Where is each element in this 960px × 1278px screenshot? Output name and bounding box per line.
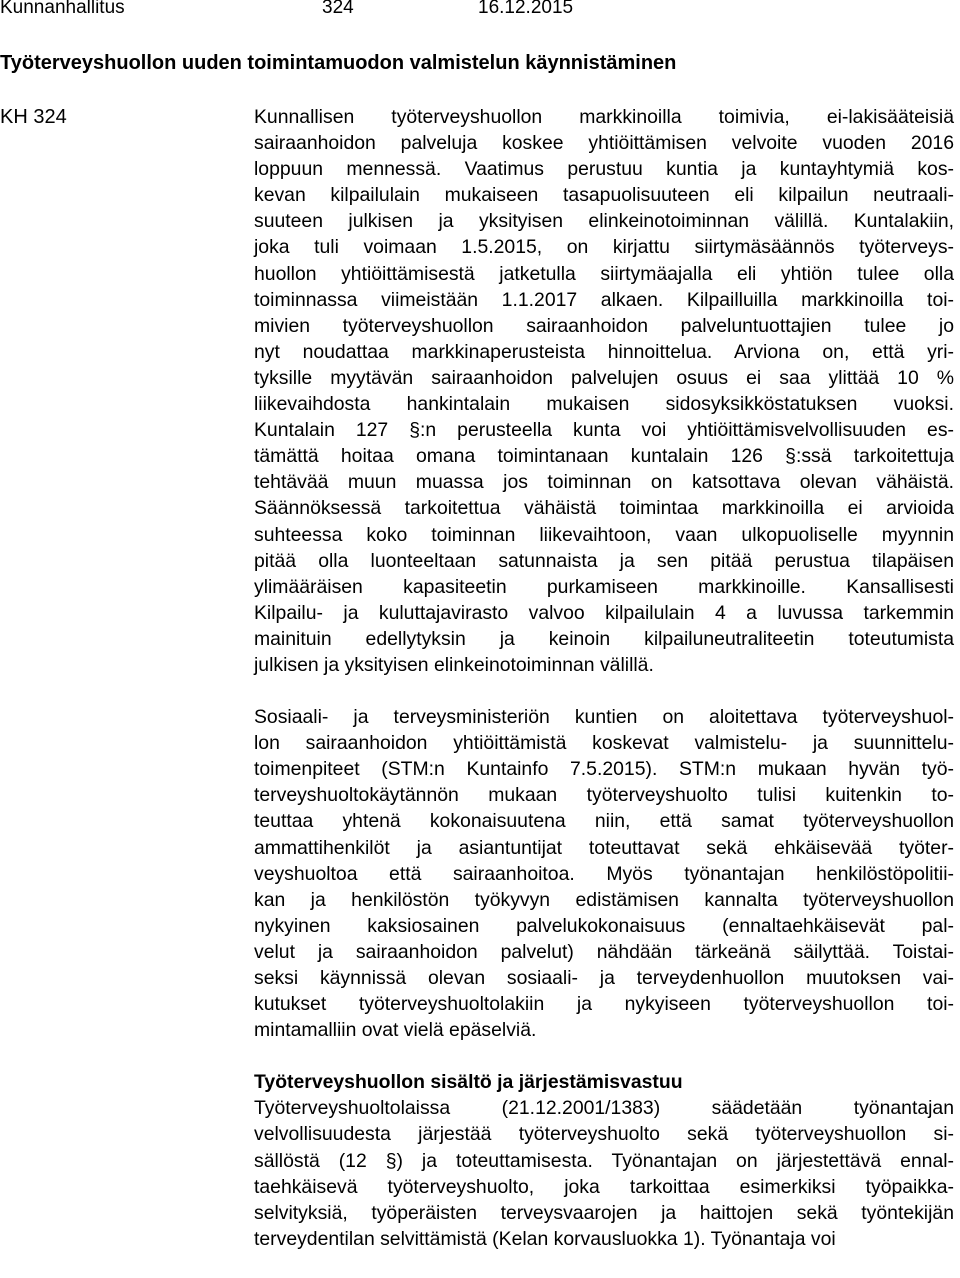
text-line: tehtävää muun muassa jos toiminnan on katsottava olevan vähäistä.: [254, 471, 954, 494]
text-line: Työterveyshuoltolaissa (21.12.2001/1383) säädetään työnantajan: [254, 1097, 954, 1120]
text-line: mainituin edellytyksin ja keinoin kilpailuneutraliteetin toteutumista: [254, 627, 954, 650]
text-line: julkisen ja yksityisen elinkeinotoiminnan välillä.: [254, 653, 654, 676]
text-line: kutukset työterveyshuoltolakiin ja nykyiseen työterveyshuollon toi-: [254, 993, 954, 1016]
text-line: taehkäisevä työterveyshuolto, joka tarkoittaa esimerkiksi työpaikka-: [254, 1175, 954, 1198]
text-line: teuttaa yhtenä kokonaisuutena niin, että samat työterveyshuollon: [254, 810, 954, 833]
document-content: [254, 104, 954, 1252]
text-line: huollon yhtiöittämisestä jatketulla siirtymäajalla eli yhtiön tulee olla: [254, 262, 954, 285]
text-line: terveydentilan selvittämistä (Kelan korvausluokka 1). Työnantaja voi: [254, 1227, 836, 1250]
paragraph: [254, 704, 954, 1043]
text-line: pitää olla luonteeltaan satunnaista ja sen pitää perustua tilapäisen: [254, 549, 954, 572]
text-line: lon sairaanhoidon yhtiöittämistä koskevat valmistelu- ja suunnittelu-: [254, 732, 954, 755]
header-section-number: 324: [322, 0, 354, 18]
text-line: sällöstä (12 §) ja toteuttamisesta. Työnantajan on järjestettävä ennal-: [254, 1149, 954, 1172]
header-body-name: Kunnanhallitus: [0, 0, 125, 18]
paragraph: [254, 1095, 954, 1252]
text-line: tyksille myytävän sairaanhoidon palvelujen osuus ei saa ylittää 10 %: [254, 366, 954, 389]
text-line: sairaanhoidon palveluja koskee yhtiöittämisen velvoite vuoden 2016: [254, 132, 954, 155]
text-line: seksi käynnissä olevan sosiaali- ja terveydenhuollon muutoksen vai-: [254, 967, 954, 989]
text-line: velvollisuudesta järjestää työterveyshuolto sekä työterveyshuollon si-: [254, 1123, 954, 1146]
text-line: suhteessa koko toiminnan liikevaihtoon, vaan ulkopuoliselle myynnin: [254, 523, 954, 546]
document-header: [0, 0, 960, 22]
text-line: kevan kilpailulain mukaiseen tasapuolisuuteen eli kilpailun neutraali-: [254, 184, 954, 207]
text-line: veyshuoltoa että sairaanhoitoa. Myös työnantajan henkilöstöpolitii-: [254, 862, 954, 885]
text-line: Kuntalain 127 §:n perusteella kunta voi yhtiöittämisvelvollisuuden es-: [254, 419, 954, 442]
text-line: toimenpiteet (STM:n Kuntainfo 7.5.2015). STM:n mukaan hyvän työ-: [254, 758, 954, 781]
text-line: ammattihenkilöt ja asiantuntijat toteuttavat sekä ehkäisevää työter-: [254, 836, 954, 859]
text-line: tämättä hoitaa omana toimintanaan kuntalain 126 §:ssä tarkoitettuja: [254, 445, 954, 468]
subsection: [254, 1069, 954, 1252]
text-line: loppuun mennessä. Vaatimus perustuu kuntia ja kuntayhtymiä kos-: [254, 158, 954, 181]
section-label: KH 324: [0, 106, 67, 128]
text-line: terveyshuoltokäytännön mukaan työterveyshuolto tulisi kuitenkin to-: [254, 784, 954, 807]
text-line: toiminnassa viimeistään 1.1.2017 alkaen. Kilpailluilla markkinoilla toi-: [254, 288, 954, 311]
text-line: nykyinen kaksiosainen palvelukokonaisuus (ennaltaehkäisevät pal-: [254, 914, 954, 937]
page-title: Työterveyshuollon uuden toimintamuodon valmistelun käynnistäminen: [0, 52, 677, 74]
text-line: liikevaihdosta hankintalain mukaisen sidosyksikköstatuksen vuoksi.: [254, 393, 954, 416]
text-line: ylimääräisen kapasiteetin purkamiseen markkinoille. Kansallisesti: [254, 575, 954, 598]
text-line: mintamalliin ovat vielä epäselviä.: [254, 1019, 537, 1042]
subsection-title: Työterveyshuollon sisältö ja järjestämisvastuu: [254, 1071, 683, 1094]
text-line: velut ja sairaanhoidon palvelut) nähdään tärkeänä säilyttää. Toistai-: [254, 940, 954, 963]
text-line: joka tuli voimaan 1.5.2015, on kirjattu siirtymäsäännös työterveys-: [254, 236, 954, 259]
paragraph: [254, 104, 954, 678]
text-line: nyt noudattaa markkinaperusteista hinnoittelua. Arviona on, että yri-: [254, 340, 954, 363]
text-line: Sosiaali- ja terveysministeriön kuntien on aloitettava työterveyshuol-: [254, 706, 954, 729]
text-line: Säännöksessä tarkoitettua vähäistä toimintaa markkinoilla ei arvioida: [254, 497, 954, 520]
text-line: Kilpailu- ja kuluttajavirasto valvoo kilpailulain 4 a luvussa tarkemmin: [254, 601, 954, 624]
text-line: selvityksiä, työperäisten terveysvaarojen ja haittojen sekä työntekijän: [254, 1201, 954, 1224]
text-line: suuteen julkisen ja yksityisen elinkeinotoiminnan välillä. Kuntalakiin,: [254, 210, 954, 233]
text-line: kan ja henkilöstön työkyvyn edistämisen kannalta työterveyshuollon: [254, 888, 954, 911]
header-date: 16.12.2015: [478, 0, 574, 18]
text-line: mivien työterveyshuollon sairaanhoidon palveluntuottajien tulee jo: [254, 314, 954, 337]
text-line: Kunnallisen työterveyshuollon markkinoilla toimivia, ei-lakisääteisiä: [254, 106, 954, 128]
